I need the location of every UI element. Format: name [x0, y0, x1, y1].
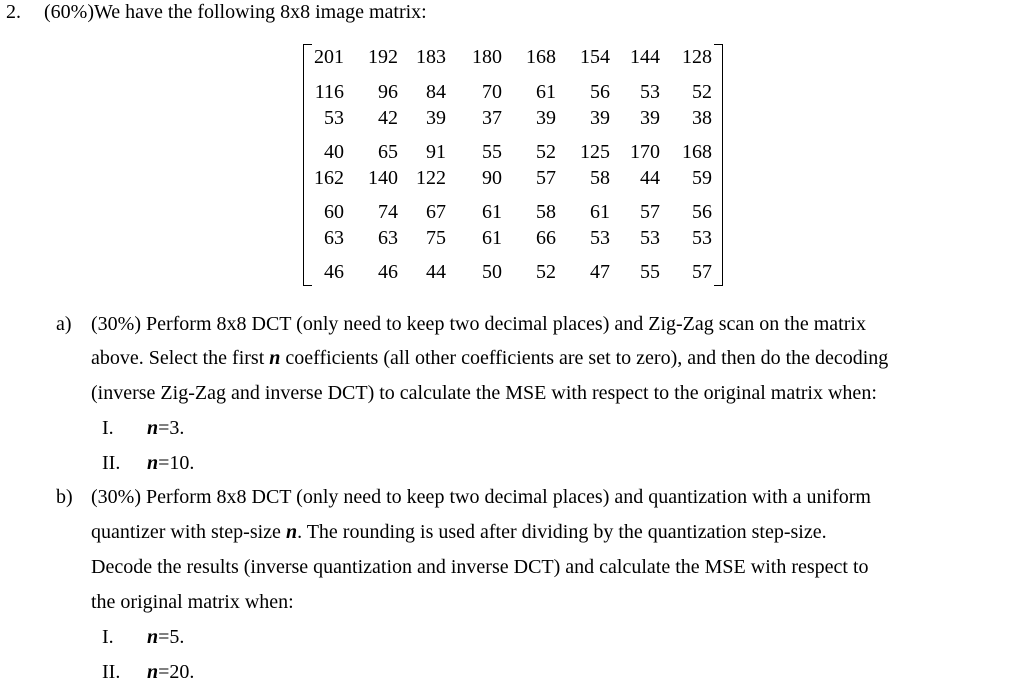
- question-number: 2.: [6, 1, 21, 23]
- matrix-cell: 39: [536, 107, 556, 129]
- part-b-line-2: [91, 522, 827, 542]
- matrix-cell: 122: [416, 167, 446, 189]
- matrix-cell: 52: [536, 141, 556, 163]
- matrix-cell: 168: [526, 46, 556, 68]
- matrix-cell: 70: [482, 81, 502, 103]
- matrix-cell: 39: [590, 107, 610, 129]
- matrix-cell: 60: [324, 201, 344, 223]
- matrix-cell: 140: [368, 167, 398, 189]
- matrix-cell: 53: [324, 107, 344, 129]
- matrix-cell: 53: [590, 227, 610, 249]
- part-a-case-1-number: =3.: [158, 417, 185, 439]
- part-a-n-variable: n: [269, 347, 281, 369]
- matrix-cell: 96: [378, 81, 398, 103]
- matrix-cell: 50: [482, 261, 502, 283]
- matrix-cell: 168: [682, 141, 712, 163]
- matrix-cell: 44: [640, 167, 660, 189]
- matrix-cell: 53: [640, 81, 660, 103]
- matrix-cell: 46: [324, 261, 344, 283]
- matrix-cell: 37: [482, 107, 502, 129]
- matrix-cell: 162: [314, 167, 344, 189]
- matrix-cell: 180: [472, 46, 502, 68]
- matrix-cell: 61: [482, 201, 502, 223]
- matrix-cell: 59: [692, 167, 712, 189]
- matrix-cell: 42: [378, 107, 398, 129]
- matrix-cell: 201: [314, 46, 344, 68]
- matrix-cell: 116: [314, 81, 344, 103]
- part-a-line-1: (30%) Perform 8x8 DCT (only need to keep two decimal places) and Zig-Zag scan on the matrix: [91, 313, 866, 335]
- matrix-cell: 63: [378, 227, 398, 249]
- matrix-cell: 55: [482, 141, 502, 163]
- matrix-cell: 154: [580, 46, 610, 68]
- matrix-cell: 58: [536, 201, 556, 223]
- matrix-cell: 46: [378, 261, 398, 283]
- part-b-case-1-n: n: [147, 626, 159, 648]
- matrix-cell: 84: [426, 81, 446, 103]
- matrix-cell: 56: [692, 201, 712, 223]
- matrix-cell: 53: [640, 227, 660, 249]
- matrix-cell: 61: [536, 81, 556, 103]
- matrix-cell: 125: [580, 141, 610, 163]
- matrix-cell: 144: [630, 46, 660, 68]
- matrix-cell: 55: [640, 261, 660, 283]
- part-b-n-variable: n: [285, 521, 298, 543]
- part-b-line-3: Decode the results (inverse quantization and inverse DCT) and calculate the MSE with respect to: [91, 556, 869, 578]
- matrix-cell: 53: [692, 227, 712, 249]
- matrix-cell: 61: [590, 201, 610, 223]
- matrix-cell: 56: [590, 81, 610, 103]
- matrix-cell: 39: [426, 107, 446, 129]
- part-b-case-2-value: [147, 662, 194, 682]
- part-b-case-1-label: I.: [102, 626, 114, 648]
- matrix-cell: 63: [324, 227, 344, 249]
- part-b-case-1-number: =5.: [158, 626, 185, 648]
- matrix-cell: 90: [482, 167, 502, 189]
- matrix-cell: 38: [692, 107, 712, 129]
- matrix-cell: 170: [630, 141, 660, 163]
- part-a-label: a): [56, 313, 72, 335]
- part-a-case-2-number: =10.: [158, 452, 195, 474]
- matrix-cell: 65: [378, 141, 398, 163]
- matrix-left-bracket: [303, 44, 312, 286]
- matrix-cell: 128: [682, 46, 712, 68]
- matrix-cell: 75: [426, 227, 446, 249]
- matrix-cell: 44: [426, 261, 446, 283]
- part-a-case-2-value: [147, 453, 194, 473]
- part-b-label: b): [56, 486, 73, 508]
- part-a-case-1-label: I.: [102, 417, 114, 439]
- part-b-line-1: (30%) Perform 8x8 DCT (only need to keep two decimal places) and quantization with a uniform: [91, 486, 871, 508]
- part-b-line-2-pre: quantizer with step-size: [91, 521, 286, 543]
- part-b-line-4: the original matrix when:: [91, 591, 294, 613]
- part-a-case-1-value: [147, 418, 184, 438]
- matrix-cell: 47: [590, 261, 610, 283]
- part-a-line-2-post: coefficients (all other coefficients are set to zero), and then do the decoding: [280, 347, 889, 369]
- part-a-case-2-label: II.: [102, 452, 121, 474]
- matrix-cell: 52: [692, 81, 712, 103]
- part-a-line-2-pre: above. Select the first: [91, 347, 270, 369]
- part-b-case-2-number: =20.: [158, 661, 195, 683]
- matrix-cell: 39: [640, 107, 660, 129]
- question-title: (60%)We have the following 8x8 image matrix:: [44, 1, 427, 23]
- matrix-cell: 66: [536, 227, 556, 249]
- matrix-cell: 183: [416, 46, 446, 68]
- matrix-cell: 52: [536, 261, 556, 283]
- part-a-line-2: [91, 348, 888, 368]
- matrix-cell: 67: [426, 201, 446, 223]
- part-b-case-1-value: [147, 627, 184, 647]
- part-a-case-1-n: n: [147, 417, 159, 439]
- part-b-case-2-n: n: [147, 661, 159, 683]
- part-b-case-2-label: II.: [102, 661, 121, 683]
- matrix-cell: 91: [426, 141, 446, 163]
- matrix-cell: 74: [378, 201, 398, 223]
- part-a-line-3: (inverse Zig-Zag and inverse DCT) to calculate the MSE with respect to the original matrix when:: [91, 382, 877, 404]
- matrix-cell: 61: [482, 227, 502, 249]
- matrix-cell: 192: [368, 46, 398, 68]
- matrix-right-bracket: [714, 44, 723, 286]
- matrix-cell: 57: [536, 167, 556, 189]
- matrix-cell: 57: [640, 201, 660, 223]
- matrix-cell: 58: [590, 167, 610, 189]
- matrix-cell: 57: [692, 261, 712, 283]
- part-a-case-2-n: n: [147, 452, 159, 474]
- part-b-line-2-post: . The rounding is used after dividing by the quantization step-size.: [297, 521, 827, 543]
- matrix-cell: 40: [324, 141, 344, 163]
